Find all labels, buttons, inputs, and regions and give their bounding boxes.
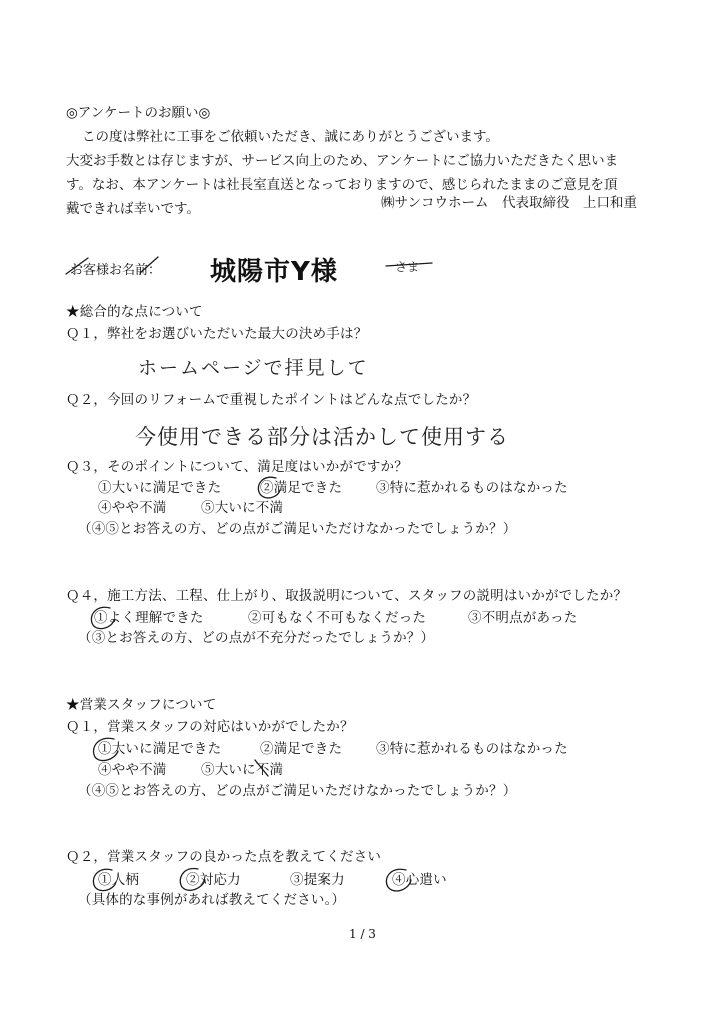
sales-q1-option-5: ⑤大いに不満	[201, 762, 284, 778]
q3-option-1: ①大いに満足できた	[98, 480, 222, 496]
q4-followup: （③とお答えの方、どの点が不充分だったでしょうか？）	[78, 630, 435, 646]
customer-name: 城陽市Y様	[210, 257, 338, 287]
intro-line-1: この度は弊社に工事をご依頼いただき、誠にありがとうございます。	[82, 129, 499, 145]
sales-q2-circle-4	[386, 869, 411, 891]
sales-q2-option-1: ①人柄	[98, 872, 140, 888]
question-3: Ｑ３，そのポイントについて、満足度はいかがですか？	[66, 459, 408, 475]
q4-option-2: ②可もなく不可もなくだった	[248, 610, 427, 626]
question-1: Ｑ１，弊社をお選びいただいた最大の決め手は？	[66, 326, 368, 342]
sales-q2-option-2: ②対応力	[186, 872, 241, 888]
q4-option-3: ③不明点があった	[468, 610, 578, 626]
intro-line-2: 大変お手数とは存じますが、サービス向上のため、アンケートにご協力いただきたく思いま	[66, 153, 619, 169]
strike-mark-label	[66, 258, 88, 274]
answer-1-handwritten: ホームページで拝見して	[138, 357, 369, 379]
section-sales-title: ★営業スタッフについて	[66, 697, 217, 713]
strike-mark-label-2	[140, 257, 158, 273]
q4-circle-mark	[91, 607, 114, 628]
signature: ㈱サンコウホーム 代表取締役 上口和重	[381, 195, 637, 211]
sales-q2-option-3: ③提案力	[290, 872, 345, 888]
strike-mark-suffix	[386, 263, 432, 266]
question-4: Ｑ４，施工方法、工程、仕上がり、取扱説明について、スタッフの説明はいかがでしたか？	[66, 588, 628, 604]
survey-heading: ◎アンケートのお願い◎	[66, 105, 211, 121]
sales-question-2: Ｑ２，営業スタッフの良かった点を教えてください	[66, 849, 382, 865]
section-general-title: ★総合的な点について	[66, 304, 203, 320]
answer-2-handwritten: 今使用できる部分は活かして使用する	[135, 425, 509, 449]
intro-line-3: す。なお、本アンケートは社長室直送となっておりますので、感じられたままのご意見を頂	[66, 177, 618, 193]
q3-circle-mark	[258, 477, 280, 498]
sales-q2-circle-1	[93, 869, 116, 890]
intro-line-4: 戴できれば幸いです。	[66, 201, 200, 217]
sales-q1-option-4: ④やや不満	[98, 762, 167, 778]
sales-q2-followup: （具体的な事例があれば教えてください。）	[78, 892, 346, 908]
sales-q1-option-2: ②満足できた	[260, 741, 343, 757]
customer-name-label: お客様お名前：	[70, 263, 162, 278]
question-2: Ｑ２，今回のリフォームで重視したポイントはどんな点でしたか？	[66, 392, 477, 408]
page-number: 1 / 3	[349, 927, 376, 941]
sales-q1-pen-stroke	[255, 760, 268, 776]
sales-q1-option-1: ①大いに満足できた	[98, 741, 222, 757]
sales-question-1: Ｑ１，営業スタッフの対応はいかがでしたか？	[66, 719, 354, 735]
sales-q2-option-4: ④心遣い	[392, 872, 447, 888]
q3-option-3: ③特に惹かれるものはなかった	[376, 480, 568, 496]
q3-followup: （④⑤とお答えの方、どの点がご満足いただけなかったでしょうか？）	[78, 521, 517, 537]
q4-option-1: ①よく理解できた	[94, 610, 204, 626]
sales-q1-followup: （④⑤とお答えの方、どの点がご満足いただけなかったでしょうか？）	[78, 783, 517, 799]
sales-q1-circle-mark	[94, 738, 118, 760]
q3-option-5: ⑤大いに不満	[201, 500, 284, 516]
customer-suffix: さま	[395, 260, 420, 274]
sales-q1-option-3: ③特に惹かれるものはなかった	[376, 741, 568, 757]
q3-option-2: ②満足できた	[260, 480, 343, 496]
q3-option-4: ④やや不満	[98, 500, 167, 516]
sales-q2-circle-2	[180, 869, 205, 891]
